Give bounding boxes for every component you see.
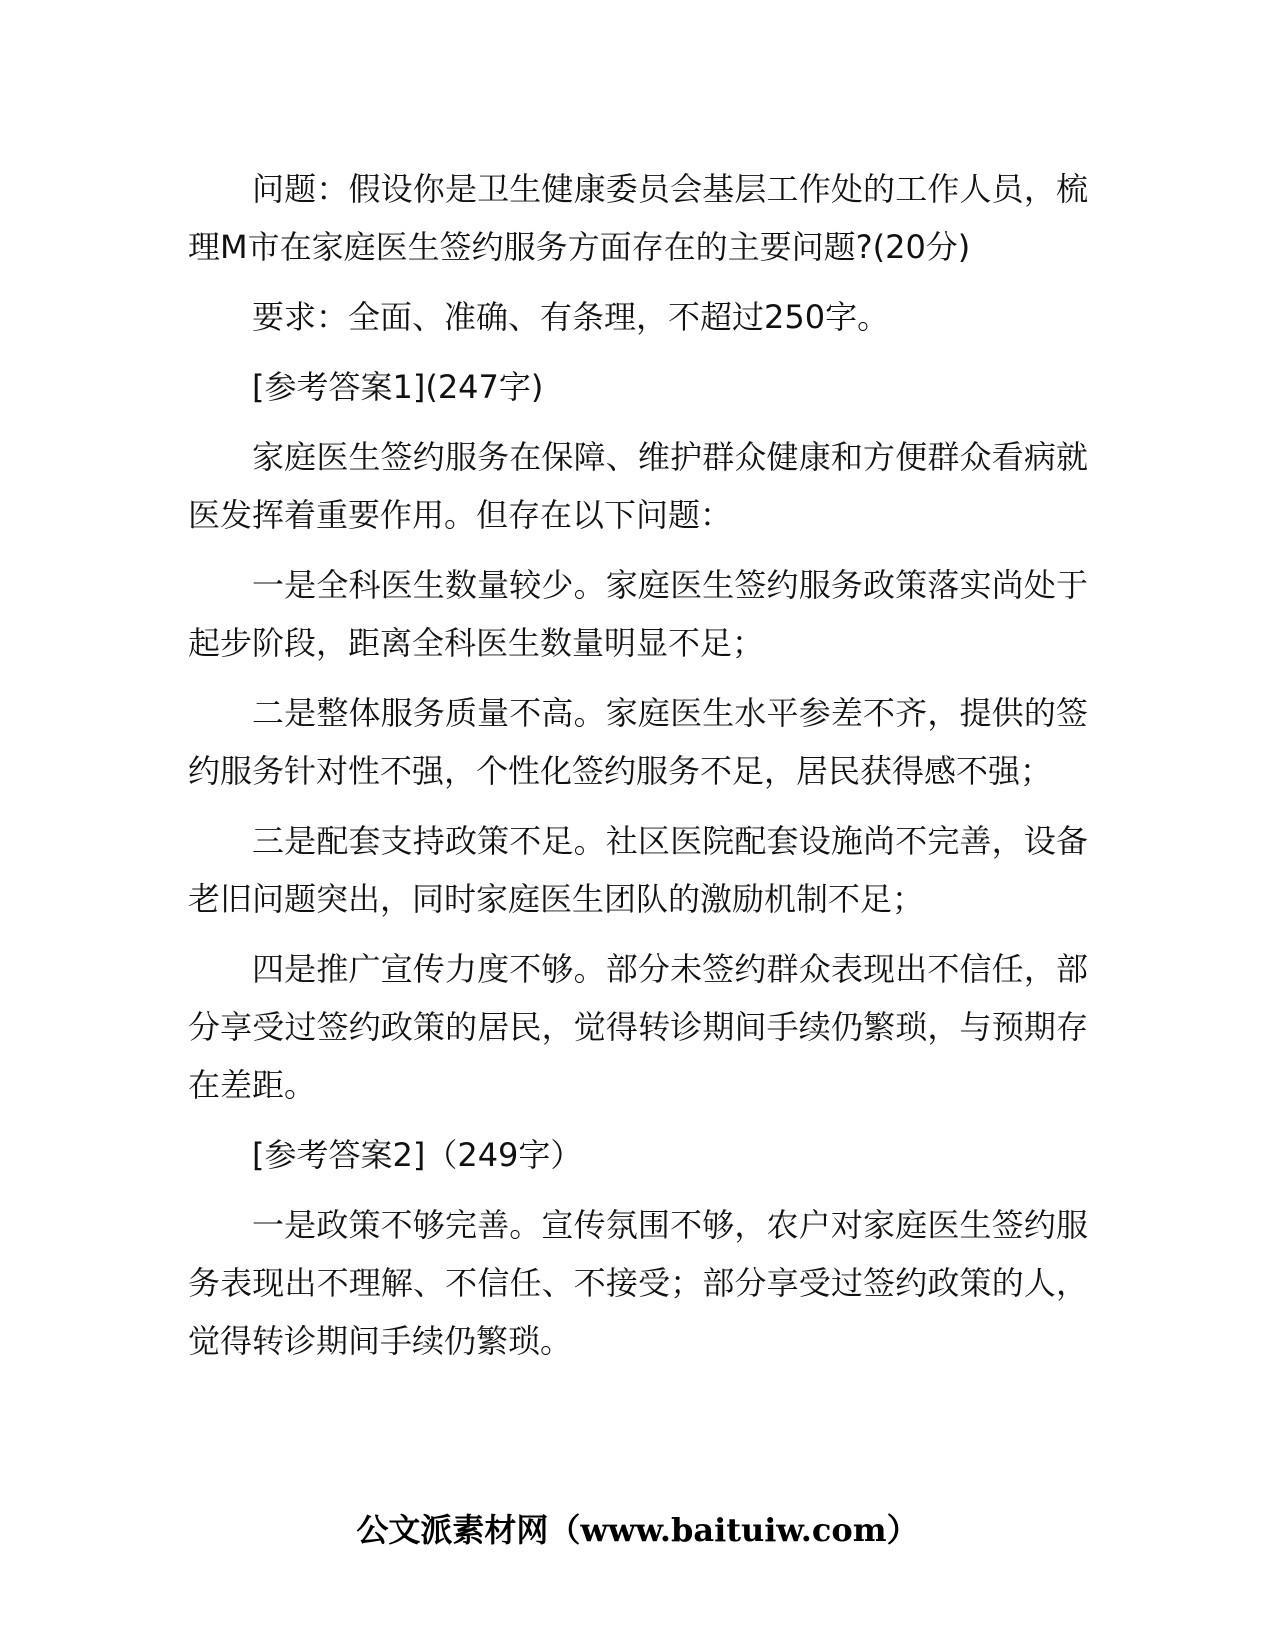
- requirement-paragraph: 要求：全面、准确、有条理，不超过250字。: [252, 298, 890, 336]
- footer-source-text: 公文派素材网（www.baituiw.com）: [356, 1511, 919, 1549]
- answer-1-intro: 家庭医生签约服务在保障、维护群众健康和方便群众看病就医发挥着重要作用。但存在以下问题：: [188, 438, 1088, 534]
- question-paragraph: 问题：假设你是卫生健康委员会基层工作处的工作人员，梳理M市在家庭医生签约服务方面存在的主要问题?(20分): [188, 170, 1088, 266]
- answer-1-heading: [参考答案1](247字): [252, 368, 544, 406]
- document-body: [188, 160, 1088, 1382]
- answer-1-point-4: 四是推广宣传力度不够。部分未签约群众表现出不信任，部分享受过签约政策的居民，觉得转诊期间手续仍繁琐，与预期存在差距。: [188, 950, 1088, 1104]
- answer-1-point-2: 二是整体服务质量不高。家庭医生水平参差不齐，提供的签约服务针对性不强，个性化签约服务不足，居民获得感不强；: [188, 694, 1088, 790]
- answer-1-point-3: 三是配套支持政策不足。社区医院配套设施尚不完善，设备老旧问题突出，同时家庭医生团队的激励机制不足；: [188, 822, 1088, 918]
- answer-1-point-1: 一是全科医生数量较少。家庭医生签约服务政策落实尚处于起步阶段，距离全科医生数量明显不足；: [188, 566, 1088, 662]
- answer-2-point-1: 一是政策不够完善。宣传氛围不够，农户对家庭医生签约服务表现出不理解、不信任、不接受；部分享受过签约政策的人，觉得转诊期间手续仍繁琐。: [188, 1206, 1088, 1360]
- answer-2-heading: [参考答案2]（249字）: [252, 1136, 583, 1174]
